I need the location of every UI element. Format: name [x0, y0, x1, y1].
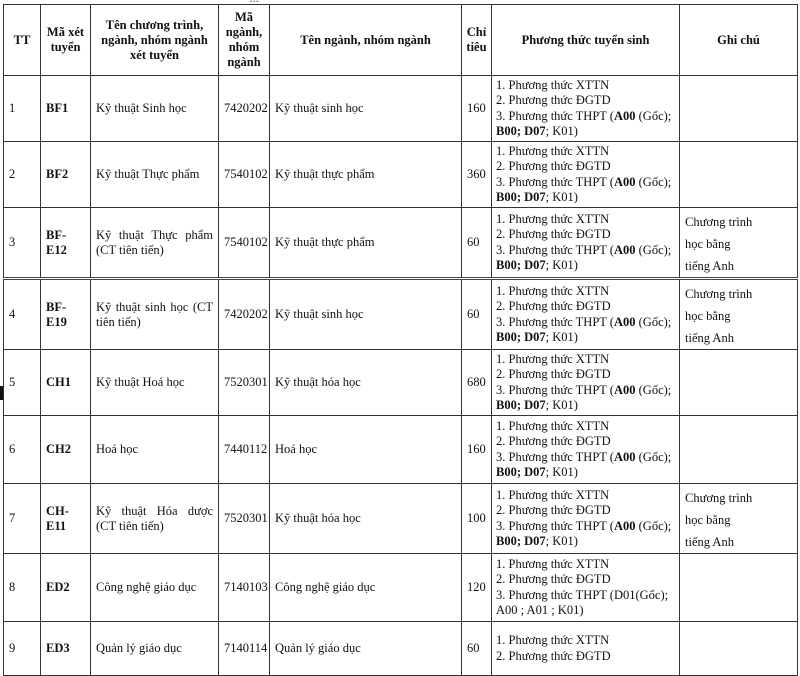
method-line-1: 1. Phương thức XTTN — [496, 212, 610, 227]
major-name-value: Kỹ thuật hóa học — [275, 375, 361, 389]
cell-tt — [4, 484, 41, 554]
table-row — [4, 208, 798, 279]
quota-value: 60 — [467, 235, 480, 249]
tt-value: 3 — [9, 235, 16, 249]
header-code: Mã xét tuyển — [41, 5, 91, 76]
method-3b: A00 — [613, 314, 636, 329]
cell-quota — [462, 554, 492, 622]
header-major-name: Tên ngành, nhóm ngành — [270, 5, 462, 76]
cell-program — [91, 622, 219, 676]
tt-value: 2 — [9, 167, 16, 181]
code-value: BF1 — [46, 101, 69, 115]
cell-major-code — [219, 279, 270, 350]
cell-method — [492, 279, 680, 350]
method-line-1: 1. Phương thức XTTN — [496, 352, 610, 367]
method-line-2: 2. Phương thức ĐGTD — [496, 648, 611, 663]
method-4a: B00; D07 — [496, 257, 546, 272]
method-3c: (Gốc); — [635, 314, 672, 329]
quota-value: 360 — [467, 167, 486, 181]
major-code-value: 7540102 — [224, 235, 268, 249]
method-line-2: 2. Phương thức ĐGTD — [496, 572, 611, 587]
method-line-4 — [496, 124, 675, 139]
code-value: BF-E12 — [46, 227, 67, 257]
note-line-2: học bằng — [685, 237, 731, 251]
major-code-value: 7520301 — [224, 375, 268, 389]
table-row — [4, 279, 798, 350]
method-line-2: 2. Phương thức ĐGTD — [496, 434, 611, 449]
cell-code — [41, 622, 91, 676]
method-line-1: 1. Phương thức XTTN — [496, 633, 610, 648]
cell-note — [680, 416, 798, 484]
code-value: BF2 — [46, 167, 69, 181]
cell-code — [41, 350, 91, 416]
quota-value: 60 — [467, 641, 480, 655]
cell-note — [680, 142, 798, 208]
method-line-4 — [496, 534, 675, 549]
method-line-4 — [496, 330, 675, 345]
method-3b: A00 — [613, 449, 636, 464]
cell-major-code — [219, 142, 270, 208]
table-row — [4, 76, 798, 142]
note-line-1: Chương trình — [685, 215, 753, 229]
tt-value: 4 — [9, 307, 16, 321]
table-row — [4, 416, 798, 484]
note-line-3: tiếng Anh — [685, 259, 734, 273]
method-line-2: 2. Phương thức ĐGTD — [496, 227, 611, 242]
program-value: Kỹ thuật sinh học (CT tiên tiến) — [96, 299, 213, 329]
method-line-4 — [496, 190, 675, 205]
cell-method — [492, 554, 680, 622]
program-value: Kỹ thuật Thực phẩm (CT tiên tiến) — [96, 227, 213, 257]
method-4b: ; K01) — [545, 464, 578, 479]
method-3a: 3. Phương thức THPT (D01(Gốc); — [496, 587, 669, 602]
note-line-3: tiếng Anh — [685, 331, 734, 345]
tt-value: 1 — [9, 101, 16, 115]
major-code-value: 7420202 — [224, 101, 268, 115]
cell-code — [41, 142, 91, 208]
program-value: Kỹ thuật Hoá học — [96, 375, 185, 389]
cell-method — [492, 484, 680, 554]
cell-major-code — [219, 554, 270, 622]
method-line-2: 2. Phương thức ĐGTD — [496, 93, 611, 108]
cell-tt — [4, 76, 41, 142]
header-method: Phương thức tuyển sinh — [492, 5, 680, 76]
major-code-value: 7520301 — [224, 511, 268, 525]
method-4a: B00; D07 — [496, 189, 546, 204]
tt-value: 5 — [9, 375, 16, 389]
header-program: Tên chương trình, ngành, nhóm ngành xét tuyển — [91, 5, 219, 76]
program-value: Quản lý giáo dục — [96, 641, 182, 655]
table-row — [4, 554, 798, 622]
method-4b: ; K01) — [545, 397, 578, 412]
method-3a: 3. Phương thức THPT ( — [496, 242, 614, 257]
major-name-value: Hoá học — [275, 442, 317, 456]
note-line-3: tiếng Anh — [685, 535, 734, 549]
cell-major-name — [270, 622, 462, 676]
cell-tt — [4, 554, 41, 622]
method-3c: (Gốc); — [635, 449, 672, 464]
major-name-value: Kỹ thuật thực phẩm — [275, 167, 375, 181]
method-line-1: 1. Phương thức XTTN — [496, 284, 610, 299]
cell-quota — [462, 484, 492, 554]
header-quota: Chỉ tiêu — [462, 5, 492, 76]
major-name-value: Kỹ thuật hóa học — [275, 511, 361, 525]
table-row — [4, 142, 798, 208]
method-4b: ; K01) — [545, 257, 578, 272]
program-value: Kỹ thuật Sinh học — [96, 101, 187, 115]
cell-tt — [4, 622, 41, 676]
major-code-value: 7140114 — [224, 641, 268, 655]
major-code-value: 7540102 — [224, 167, 268, 181]
cell-method — [492, 350, 680, 416]
quota-value: 60 — [467, 307, 480, 321]
quota-value: 160 — [467, 442, 486, 456]
cell-code — [41, 76, 91, 142]
cell-code — [41, 416, 91, 484]
cell-major-code — [219, 622, 270, 676]
method-line-3 — [496, 109, 675, 124]
method-3a: 3. Phương thức THPT ( — [496, 449, 614, 464]
cell-tt — [4, 279, 41, 350]
cell-method — [492, 416, 680, 484]
code-value: CH2 — [46, 442, 71, 456]
cell-quota — [462, 279, 492, 350]
method-4a: B00; D07 — [496, 123, 546, 138]
program-value: Kỹ thuật Thực phẩm — [96, 167, 200, 181]
tt-value: 9 — [9, 641, 16, 655]
program-value: Hoá học — [96, 442, 138, 456]
table-row — [4, 350, 798, 416]
method-3c: (Gốc); — [635, 108, 672, 123]
method-3b: A00 — [613, 518, 636, 533]
cell-code — [41, 208, 91, 279]
cell-major-name — [270, 416, 462, 484]
method-3c: (Gốc); — [635, 518, 672, 533]
major-name-value: Kỹ thuật sinh học — [275, 101, 364, 115]
method-line-1: 1. Phương thức XTTN — [496, 419, 610, 434]
method-line-2: 2. Phương thức ĐGTD — [496, 367, 611, 382]
method-3a: 3. Phương thức THPT ( — [496, 314, 614, 329]
method-line-3 — [496, 243, 675, 258]
tt-value: 7 — [9, 511, 16, 525]
cell-major-code — [219, 350, 270, 416]
cell-tt — [4, 208, 41, 279]
tt-value: 6 — [9, 442, 16, 456]
method-4a: B00; D07 — [496, 397, 546, 412]
cell-note — [680, 484, 798, 554]
method-3c: (Gốc); — [635, 174, 672, 189]
table-row — [4, 484, 798, 554]
major-name-value: Kỹ thuật sinh học — [275, 307, 364, 321]
code-value: ED3 — [46, 641, 70, 655]
method-3b: A00 — [613, 382, 636, 397]
cell-tt — [4, 416, 41, 484]
method-line-1: 1. Phương thức XTTN — [496, 488, 610, 503]
cell-major-name — [270, 279, 462, 350]
method-line-3 — [496, 175, 675, 190]
cell-method — [492, 208, 680, 279]
major-code-value: 7440112 — [224, 442, 268, 456]
header-tt: TT — [4, 5, 41, 76]
method-4a: B00; D07 — [496, 533, 546, 548]
cell-program — [91, 484, 219, 554]
tt-value: 8 — [9, 580, 16, 594]
method-line-4 — [496, 603, 675, 618]
cell-major-name — [270, 554, 462, 622]
note-line-2: học bằng — [685, 513, 731, 527]
table-row — [4, 622, 798, 676]
cell-method — [492, 76, 680, 142]
method-3a: 3. Phương thức THPT ( — [496, 108, 614, 123]
cell-code — [41, 554, 91, 622]
major-code-value: 7420202 — [224, 307, 268, 321]
quota-value: 680 — [467, 375, 486, 389]
cell-program — [91, 416, 219, 484]
method-3c: (Gốc); — [635, 242, 672, 257]
quota-value: 100 — [467, 511, 486, 525]
code-value: CH1 — [46, 375, 71, 389]
cell-method — [492, 622, 680, 676]
code-value: BF-E19 — [46, 299, 67, 329]
cell-quota — [462, 350, 492, 416]
cell-program — [91, 142, 219, 208]
cell-major-code — [219, 484, 270, 554]
program-value: Công nghệ giáo dục — [96, 580, 197, 594]
method-line-3 — [496, 450, 675, 465]
cell-major-name — [270, 76, 462, 142]
quota-value: 160 — [467, 101, 486, 115]
header-major-code: Mã ngành, nhóm ngành — [219, 5, 270, 76]
method-3c: (Gốc); — [635, 382, 672, 397]
cell-major-name — [270, 350, 462, 416]
code-value: ED2 — [46, 580, 70, 594]
cell-major-code — [219, 208, 270, 279]
cell-major-name — [270, 142, 462, 208]
method-4b: ; K01) — [545, 329, 578, 344]
method-4b: A00 ; A01 ; K01) — [496, 602, 584, 617]
cell-tt — [4, 142, 41, 208]
major-name-value: Quản lý giáo dục — [275, 641, 361, 655]
method-4b: ; K01) — [545, 123, 578, 138]
cell-code — [41, 484, 91, 554]
major-code-value: 7140103 — [224, 580, 268, 594]
method-line-1: 1. Phương thức XTTN — [496, 144, 610, 159]
header-note: Ghi chú — [680, 5, 798, 76]
method-line-3 — [496, 519, 675, 534]
cell-quota — [462, 76, 492, 142]
cell-major-name — [270, 484, 462, 554]
method-line-4 — [496, 258, 675, 273]
method-4b: ; K01) — [545, 533, 578, 548]
cell-note — [680, 279, 798, 350]
method-line-2: 2. Phương thức ĐGTD — [496, 159, 611, 174]
method-3a: 3. Phương thức THPT ( — [496, 174, 614, 189]
cell-program — [91, 554, 219, 622]
method-3b: A00 — [613, 242, 636, 257]
header-row — [4, 5, 798, 76]
quota-value: 120 — [467, 580, 486, 594]
cell-note — [680, 350, 798, 416]
cell-note — [680, 208, 798, 279]
cell-quota — [462, 208, 492, 279]
method-line-4 — [496, 465, 675, 480]
note-line-1: Chương trình — [685, 287, 753, 301]
cell-program — [91, 279, 219, 350]
cell-program — [91, 350, 219, 416]
major-name-value: Kỹ thuật thực phẩm — [275, 235, 375, 249]
cell-note — [680, 76, 798, 142]
cell-tt — [4, 350, 41, 416]
method-3a: 3. Phương thức THPT ( — [496, 518, 614, 533]
method-line-2: 2. Phương thức ĐGTD — [496, 503, 611, 518]
method-4b: ; K01) — [545, 189, 578, 204]
cell-code — [41, 279, 91, 350]
method-line-4 — [496, 398, 675, 413]
major-name-value: Công nghệ giáo dục — [275, 580, 376, 594]
admission-table — [3, 4, 798, 676]
cell-note — [680, 554, 798, 622]
code-value: CH-E11 — [46, 503, 69, 533]
method-3b: A00 — [613, 174, 636, 189]
cell-quota — [462, 416, 492, 484]
method-line-3 — [496, 315, 675, 330]
method-3b: A00 — [613, 108, 636, 123]
cell-major-code — [219, 76, 270, 142]
cell-quota — [462, 142, 492, 208]
method-line-1: 1. Phương thức XTTN — [496, 557, 610, 572]
cell-major-name — [270, 208, 462, 279]
method-4a: B00; D07 — [496, 329, 546, 344]
cell-quota — [462, 622, 492, 676]
method-3a: 3. Phương thức THPT ( — [496, 382, 614, 397]
cell-program — [91, 76, 219, 142]
cell-major-code — [219, 416, 270, 484]
method-line-3 — [496, 383, 675, 398]
cell-note — [680, 622, 798, 676]
note-line-1: Chương trình — [685, 491, 753, 505]
program-value: Kỹ thuật Hóa dược (CT tiên tiến) — [96, 503, 213, 533]
method-line-3 — [496, 588, 675, 603]
method-line-2: 2. Phương thức ĐGTD — [496, 299, 611, 314]
method-4a: B00; D07 — [496, 464, 546, 479]
method-line-1: 1. Phương thức XTTN — [496, 78, 610, 93]
note-line-2: học bằng — [685, 309, 731, 323]
cell-program — [91, 208, 219, 279]
cell-method — [492, 142, 680, 208]
